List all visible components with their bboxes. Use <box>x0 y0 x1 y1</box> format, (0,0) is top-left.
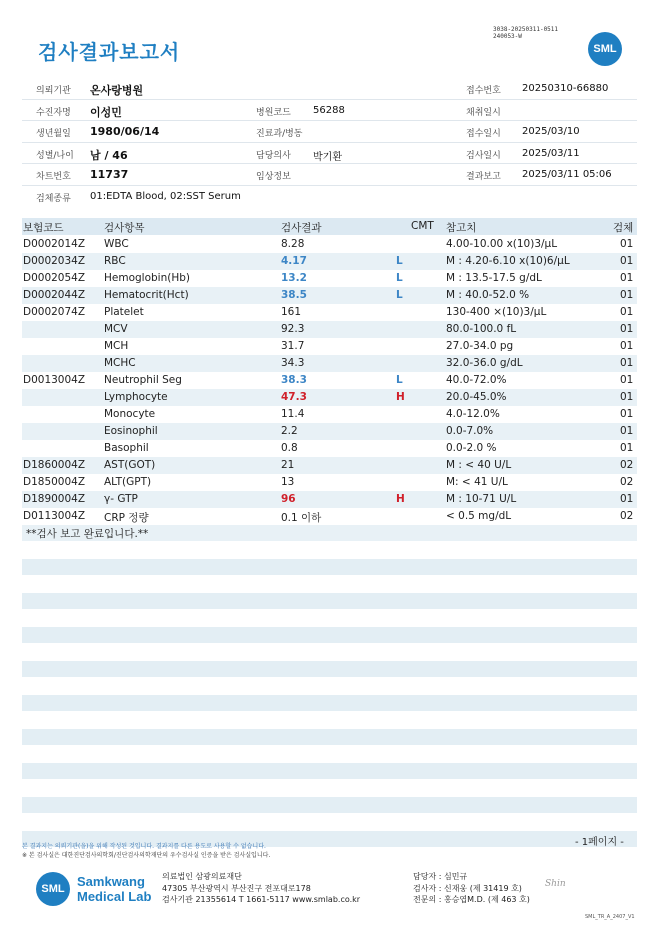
result-reference: M : 13.5-17.5 g/dL <box>446 272 542 284</box>
result-flag: H <box>396 493 405 505</box>
result-row <box>22 270 637 287</box>
empty-row-stripe <box>22 559 637 575</box>
result-row <box>22 423 637 440</box>
result-reference: 40.0-72.0% <box>446 374 507 386</box>
document-id-line-2: 240053-W <box>493 33 522 40</box>
info-row-sex-age <box>22 143 637 165</box>
result-specimen: 01 <box>620 442 634 454</box>
result-specimen: 01 <box>620 357 634 369</box>
result-code: D1850004Z <box>23 476 86 488</box>
dept-label: 진료과/병동 <box>256 129 303 139</box>
patient-info-table <box>22 78 637 206</box>
staff-line-3: 전문의 : 홍승엽M.D. (제 463 호) <box>413 895 530 904</box>
result-code: D0002074Z <box>23 306 86 318</box>
result-reference: M : < 40 U/L <box>446 459 512 471</box>
result-row <box>22 253 637 270</box>
result-specimen: 01 <box>620 408 634 420</box>
result-value: 4.17 <box>281 255 307 267</box>
hospital-label: 의뢰기관 <box>36 86 71 96</box>
result-value: 0.8 <box>281 442 298 454</box>
result-specimen: 01 <box>620 391 634 403</box>
result-name: Basophil <box>104 442 149 454</box>
result-reference: 32.0-36.0 g/dL <box>446 357 523 369</box>
sml-footer-logo-icon: SML <box>36 872 70 906</box>
result-flag: L <box>396 289 403 301</box>
result-name: CRP 정량 <box>104 512 149 524</box>
result-value: 96 <box>281 493 296 505</box>
result-row <box>22 440 637 457</box>
result-flag: L <box>396 272 403 284</box>
result-specimen: 01 <box>620 340 634 352</box>
doctor-label: 담당의사 <box>256 150 291 161</box>
result-value: 38.3 <box>281 374 307 386</box>
empty-row-stripe <box>22 729 637 745</box>
result-name: ALT(GPT) <box>104 476 152 488</box>
corp-address: 47305 부산광역시 부산진구 전포대로178 <box>162 883 311 893</box>
info-row-patient <box>22 100 637 122</box>
header-specimen: 검체 <box>613 222 634 234</box>
sex-age-value: 남 / 46 <box>90 148 128 162</box>
result-value: 0.1 이하 <box>281 512 322 524</box>
result-reference: M : 10-71 U/L <box>446 493 517 505</box>
result-name: Platelet <box>104 306 144 318</box>
result-reference: 4.0-12.0% <box>446 408 500 420</box>
result-specimen: 01 <box>620 289 634 301</box>
result-name: RBC <box>104 255 126 267</box>
hospital-code-label: 병원코드 <box>256 107 291 118</box>
specimen-value: 01:EDTA Blood, 02:SST Serum <box>90 190 241 202</box>
form-code: SML_TR_A_2407_V1 <box>585 914 635 920</box>
header-name: 검사항목 <box>104 222 145 234</box>
receipt-no-label: 접수번호 <box>466 86 501 96</box>
result-code: D1890004Z <box>23 493 86 505</box>
result-reference: 20.0-45.0% <box>446 391 507 403</box>
sml-logo-icon: SML <box>588 32 622 66</box>
result-row <box>22 474 637 491</box>
result-flag: H <box>396 391 405 403</box>
corp-info <box>162 871 360 906</box>
result-specimen: 01 <box>620 425 634 437</box>
patient-value: 이성민 <box>90 105 122 119</box>
sex-age-label: 성별/나이 <box>36 150 74 161</box>
receipt-date-label: 접수일시 <box>466 129 501 139</box>
collect-date-label: 채취일시 <box>466 107 501 118</box>
receipt-no-value: 20250310-66880 <box>522 83 609 94</box>
hospital-value: 온사랑병원 <box>90 84 144 97</box>
hospital-code-value: 56288 <box>313 104 345 116</box>
result-code: D0113004Z <box>23 510 86 522</box>
result-code: D0002054Z <box>23 272 86 284</box>
result-value: 31.7 <box>281 340 305 352</box>
result-row <box>22 287 637 304</box>
result-row <box>22 389 637 406</box>
result-flag: L <box>396 255 403 267</box>
result-reference: 130-400 ×(10)3/μL <box>446 306 547 318</box>
clinical-label: 임상정보 <box>256 172 291 182</box>
result-value: 34.3 <box>281 357 305 369</box>
result-value: 13 <box>281 476 295 488</box>
birth-value: 1980/06/14 <box>90 125 160 138</box>
report-date-value: 2025/03/11 05:06 <box>522 169 612 180</box>
document-id-line-1: 3038-20250311-0511 <box>493 26 559 33</box>
chart-no-value: 11737 <box>90 168 129 181</box>
result-specimen: 02 <box>620 476 634 488</box>
result-value: 38.5 <box>281 289 307 301</box>
report-title: 검사결과보고서 <box>38 40 181 64</box>
corp-name: 의료법인 삼광의료재단 <box>162 872 242 881</box>
result-reference: M: < 41 U/L <box>446 476 508 488</box>
birth-label: 생년월일 <box>36 129 71 139</box>
empty-row-stripe <box>22 695 637 711</box>
info-row-chart <box>22 164 637 186</box>
patient-label: 수진자명 <box>36 107 71 118</box>
result-row <box>22 457 637 474</box>
result-row <box>22 355 637 372</box>
result-name: γ- GTP <box>104 493 138 505</box>
staff-line-1: 담당자 : 심민규 <box>413 872 468 881</box>
result-name: WBC <box>104 238 129 250</box>
result-value: 21 <box>281 459 295 471</box>
result-name: MCV <box>104 323 128 335</box>
result-specimen: 01 <box>620 255 634 267</box>
brand-line-1: Samkwang <box>77 874 145 889</box>
document-id <box>493 26 558 40</box>
header-ref: 참고치 <box>446 222 477 234</box>
empty-row-stripe <box>22 627 637 643</box>
empty-row-stripe <box>22 593 637 609</box>
results-table <box>22 236 637 525</box>
result-row <box>22 508 637 525</box>
result-name: Eosinophil <box>104 425 158 437</box>
result-value: 2.2 <box>281 425 298 437</box>
result-specimen: 01 <box>620 374 634 386</box>
signature-mark: Shin <box>545 879 566 889</box>
result-code: D0002044Z <box>23 289 86 301</box>
result-code: D0002014Z <box>23 238 86 250</box>
result-value: 161 <box>281 306 302 318</box>
result-value: 47.3 <box>281 391 307 403</box>
result-reference: < 0.5 mg/dL <box>446 510 512 522</box>
result-row <box>22 338 637 355</box>
info-row-birth <box>22 121 637 143</box>
result-reference: 27.0-34.0 pg <box>446 340 514 352</box>
result-reference: M : 4.20-6.10 x(10)6/μL <box>446 255 570 267</box>
brand-name <box>77 874 151 904</box>
result-name: Hematocrit(Hct) <box>104 289 189 301</box>
staff-info <box>413 871 530 906</box>
result-reference: M : 40.0-52.0 % <box>446 289 530 301</box>
result-code: D1860004Z <box>23 459 86 471</box>
result-row <box>22 372 637 389</box>
report-complete-text: **검사 보고 완료입니다.** <box>26 528 149 540</box>
staff-line-2: 검사자 : 신재웅 (제 31419 호) <box>413 883 522 893</box>
result-specimen: 01 <box>620 272 634 284</box>
result-specimen: 01 <box>620 238 634 250</box>
result-row <box>22 304 637 321</box>
result-value: 13.2 <box>281 272 307 284</box>
result-value: 11.4 <box>281 408 305 420</box>
empty-row-stripe <box>22 797 637 813</box>
header-code: 보험코드 <box>23 222 64 234</box>
page-number: - 1페이지 - <box>575 837 624 848</box>
result-specimen: 02 <box>620 459 634 471</box>
test-date-label: 검사일시 <box>466 150 501 161</box>
result-specimen: 01 <box>620 493 634 505</box>
empty-row-stripe <box>22 763 637 779</box>
test-date-value: 2025/03/11 <box>522 147 580 159</box>
chart-no-label: 차트번호 <box>36 172 71 182</box>
results-header <box>22 218 637 235</box>
result-name: MCHC <box>104 357 136 369</box>
result-name: Lymphocyte <box>104 391 168 403</box>
result-row <box>22 406 637 423</box>
result-name: Monocyte <box>104 408 156 420</box>
result-row <box>22 321 637 338</box>
result-flag: L <box>396 374 403 386</box>
specimen-label: 검체종류 <box>36 193 71 204</box>
certification-notice: ※ 본 검사실은 대한진단검사의학회/진단검사의학재단의 우수검사실 인증을 받은 검사실입니다. <box>22 852 271 859</box>
result-name: MCH <box>104 340 129 352</box>
result-reference: 80.0-100.0 fL <box>446 323 517 335</box>
result-value: 8.28 <box>281 238 305 250</box>
report-date-label: 결과보고 <box>466 172 501 182</box>
doctor-value: 박기환 <box>313 151 342 163</box>
info-row-specimen <box>22 186 637 207</box>
result-row <box>22 236 637 253</box>
info-row-hospital <box>22 78 637 100</box>
result-name: Hemoglobin(Hb) <box>104 272 191 284</box>
report-complete-row <box>22 525 637 541</box>
result-code: D0013004Z <box>23 374 86 386</box>
result-specimen: 02 <box>620 510 634 522</box>
result-code: D0002034Z <box>23 255 86 267</box>
result-reference: 0.0-2.0 % <box>446 442 497 454</box>
empty-row-stripe <box>22 661 637 677</box>
result-reference: 0.0-7.0% <box>446 425 494 437</box>
result-specimen: 01 <box>620 306 634 318</box>
result-row <box>22 491 637 508</box>
notice-text: 본 결과지는 의뢰기관(을)을 위해 작성된 것입니다. 결과지를 다른 용도로 사용할 수 없습니다. <box>22 843 266 850</box>
result-name: Neutrophil Seg <box>104 374 182 386</box>
corp-contact: 검사기관 21355614 T 1661-5117 www.smlab.co.kr <box>162 895 361 904</box>
header-cmt: CMT <box>411 220 434 232</box>
result-value: 92.3 <box>281 323 305 335</box>
header-result: 검사결과 <box>281 222 322 234</box>
result-specimen: 01 <box>620 323 634 335</box>
receipt-date-value: 2025/03/10 <box>522 126 580 137</box>
result-reference: 4.00-10.00 x(10)3/μL <box>446 238 558 250</box>
result-name: AST(GOT) <box>104 459 156 471</box>
brand-line-2: Medical Lab <box>77 889 152 904</box>
